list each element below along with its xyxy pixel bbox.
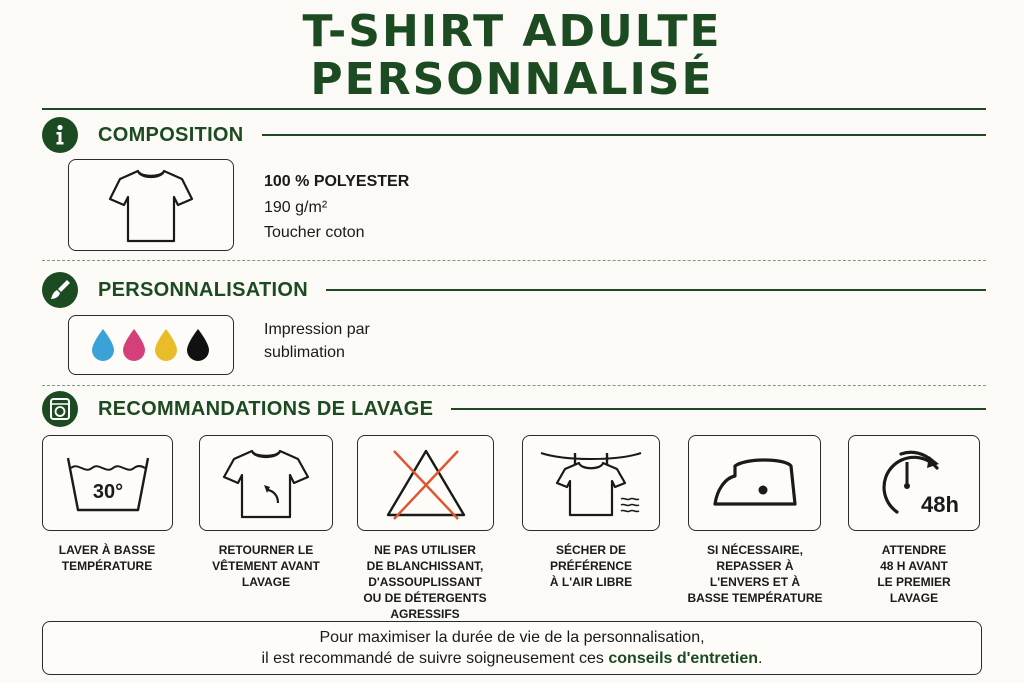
wash-item-4 — [522, 435, 660, 531]
timer-label: 48h — [921, 492, 959, 517]
lavage-heading: RECOMMANDATIONS DE LAVAGE — [98, 397, 434, 420]
section-divider — [42, 260, 986, 261]
page-title — [0, 8, 1024, 104]
footer-line-1: Pour maximiser la durée de vie de la personnalisation, — [319, 629, 705, 646]
lavage-rule — [451, 408, 986, 410]
no-bleach-icon — [376, 441, 476, 525]
composition-rule — [262, 134, 986, 136]
info-icon — [42, 117, 78, 153]
footer-emphasis: conseils d'entretien — [608, 650, 758, 667]
composition-weight: 190 g/m² — [264, 199, 328, 216]
ink-card — [68, 315, 234, 375]
composition-feel: Toucher coton — [264, 224, 365, 241]
line-dry-icon — [535, 441, 647, 525]
care-advice-box — [42, 621, 982, 675]
lavage-header — [42, 391, 986, 427]
personnalisation-method-2: sublimation — [264, 344, 345, 361]
title-divider — [42, 108, 986, 110]
iron-icon — [705, 448, 805, 518]
turn-inside-out-icon — [218, 443, 314, 523]
paintbrush-icon — [42, 272, 78, 308]
wash-caption-2: RETOURNER LE VÊTEMENT AVANT LAVAGE — [212, 543, 320, 589]
wash-item-6 — [848, 435, 980, 531]
wash-item-2 — [199, 435, 333, 531]
personnalisation-method-1: Impression par — [264, 321, 370, 338]
composition-header — [42, 117, 986, 153]
wash-item-1 — [42, 435, 173, 531]
tshirt-icon — [106, 165, 196, 245]
ink-drops-icon — [86, 325, 216, 365]
composition-heading: COMPOSITION — [98, 123, 244, 146]
footer-line-2: il est recommandé de suivre soigneusement ces conseils d'entretien. — [261, 650, 763, 667]
wash-caption-6: ATTENDRE 48 H AVANT LE PREMIER LAVAGE — [877, 543, 951, 605]
wash-item-3 — [357, 435, 494, 531]
section-divider — [42, 385, 986, 386]
personnalisation-heading: PERSONNALISATION — [98, 278, 308, 301]
title-line-2: PERSONNALISÉ — [310, 54, 714, 105]
washing-machine-icon — [42, 391, 78, 427]
title-line-1: T-SHIRT ADULTE — [302, 6, 722, 57]
composition-material: 100 % POLYESTER — [264, 173, 410, 190]
wash-caption-5: SI NÉCESSAIRE, REPASSER À L'ENVERS ET À BASSE TEMPÉRATURE — [687, 543, 823, 605]
tshirt-card — [68, 159, 234, 251]
wash-temp-label: 30° — [92, 481, 123, 503]
wash-caption-3: NE PAS UTILISER DE BLANCHISSANT, D'ASSOUPLISSANT OU DE DÉTERGENTS AGRESSIFS — [363, 543, 487, 621]
personnalisation-header — [42, 272, 986, 308]
wash-item-5 — [688, 435, 821, 531]
wash-caption-1: LAVER À BASSE TEMPÉRATURE — [58, 543, 156, 573]
timer-48h-icon — [859, 440, 969, 526]
wash-caption-4: SÉCHER DE PRÉFÉRENCE À L'AIR LIBRE — [549, 543, 633, 589]
wash-30-icon — [58, 448, 158, 518]
personnalisation-rule — [326, 289, 986, 291]
